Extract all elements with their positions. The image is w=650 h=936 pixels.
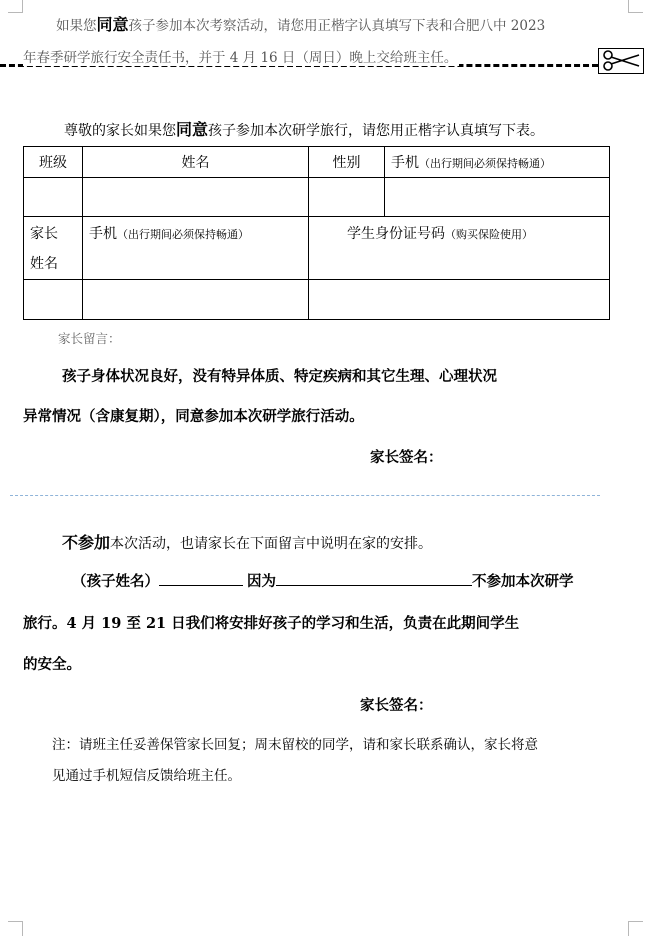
id-number-field[interactable] — [309, 280, 610, 320]
cutoff-line-1 — [56, 12, 545, 35]
corner-mark-bottom-left — [8, 921, 23, 936]
decline-rest: 本次活动，也请家长在下面留言中说明在家的安排。 — [110, 536, 433, 552]
decline-signature-label: 家长签名： — [360, 697, 433, 714]
consent-line-2: 异常情况（含康复期），同意参加本次研学旅行活动。 — [23, 408, 364, 425]
phone-note: （出行期间必须保持畅通） — [419, 157, 551, 170]
table-row — [24, 178, 610, 217]
parent-name-field[interactable] — [24, 280, 83, 320]
class-field[interactable] — [24, 178, 83, 217]
phone-label: 手机 — [391, 155, 419, 171]
intro-post: 孩子参加本次研学旅行，请您用正楷字认真填写下表。 — [208, 123, 545, 139]
corner-mark-top-right — [628, 0, 643, 13]
parent-phone-header — [83, 217, 309, 280]
intro-pre: 尊敬的家长如果您 — [64, 123, 176, 139]
parent-phone-field[interactable] — [83, 280, 309, 320]
parent-name-label — [24, 217, 83, 280]
decline-bold: 不参加 — [62, 533, 111, 552]
id-label: 学生身份证号码 — [347, 226, 445, 242]
parent-message-label: 家长留言： — [58, 331, 121, 346]
parent-phone-note: （出行期间必须保持畅通） — [117, 228, 249, 241]
parent-label-line-2: 姓名 — [30, 256, 58, 272]
consent-line-1: 孩子身体状况良好，没有特异体质、特定疾病和其它生理、心理状况 — [62, 368, 497, 385]
child-name-blank[interactable] — [159, 571, 243, 586]
table-header-row — [24, 147, 610, 178]
name-field[interactable] — [83, 178, 309, 217]
intro-agree-bold: 同意 — [176, 120, 209, 139]
child-name-label: （孩子姓名） — [72, 573, 159, 590]
because-label: 因为 — [247, 573, 276, 590]
note-line-2: 见通过手机短信反馈给班主任。 — [52, 768, 241, 784]
cutoff-agree-bold: 同意 — [96, 15, 129, 34]
decline-line-2: 旅行。4 月 19 至 21 日我们将安排好孩子的学习和生活，负责在此期间学生 — [23, 615, 520, 632]
cutoff-line-1-post: 孩子参加本次考察活动，请您用正楷字认真填写下表和合肥八中 2023 — [128, 18, 546, 34]
intro-text — [64, 117, 544, 140]
note-line-1: 注：请班主任妥善保管家长回复；周末留校的同学，请和家长联系确认，家长将意 — [52, 737, 538, 753]
phone-header — [385, 147, 610, 178]
cutoff-line-1-pre: 如果您 — [56, 18, 97, 34]
id-header — [309, 217, 610, 280]
corner-mark-bottom-right — [628, 921, 643, 936]
section-separator — [10, 495, 600, 496]
gender-label: 性别 — [309, 147, 385, 178]
table-row — [24, 280, 610, 320]
parent-phone-label: 手机 — [89, 226, 117, 242]
parent-header-row — [24, 217, 610, 280]
consent-signature-label: 家长签名： — [370, 449, 443, 466]
name-label: 姓名 — [83, 147, 309, 178]
class-label: 班级 — [24, 147, 83, 178]
decline-line-3: 的安全。 — [23, 656, 81, 673]
id-note: （购买保险使用） — [445, 228, 533, 241]
registration-table — [23, 146, 610, 320]
gender-field[interactable] — [309, 178, 385, 217]
not-join-text: 不参加本次研学 — [472, 573, 574, 590]
parent-label-line-1: 家长 — [30, 226, 58, 242]
decline-line-1 — [72, 570, 574, 591]
cutoff-line-2 — [23, 46, 459, 66]
phone-field[interactable] — [385, 178, 610, 217]
corner-mark-top-left — [8, 0, 23, 13]
decline-intro — [62, 530, 432, 553]
reason-blank[interactable] — [276, 571, 472, 586]
cutoff-line-2-text: 年春季研学旅行安全责任书，并于 4 月 16 日（周日）晚上交给班主任。 — [23, 50, 458, 66]
scissors-icon — [598, 48, 644, 74]
